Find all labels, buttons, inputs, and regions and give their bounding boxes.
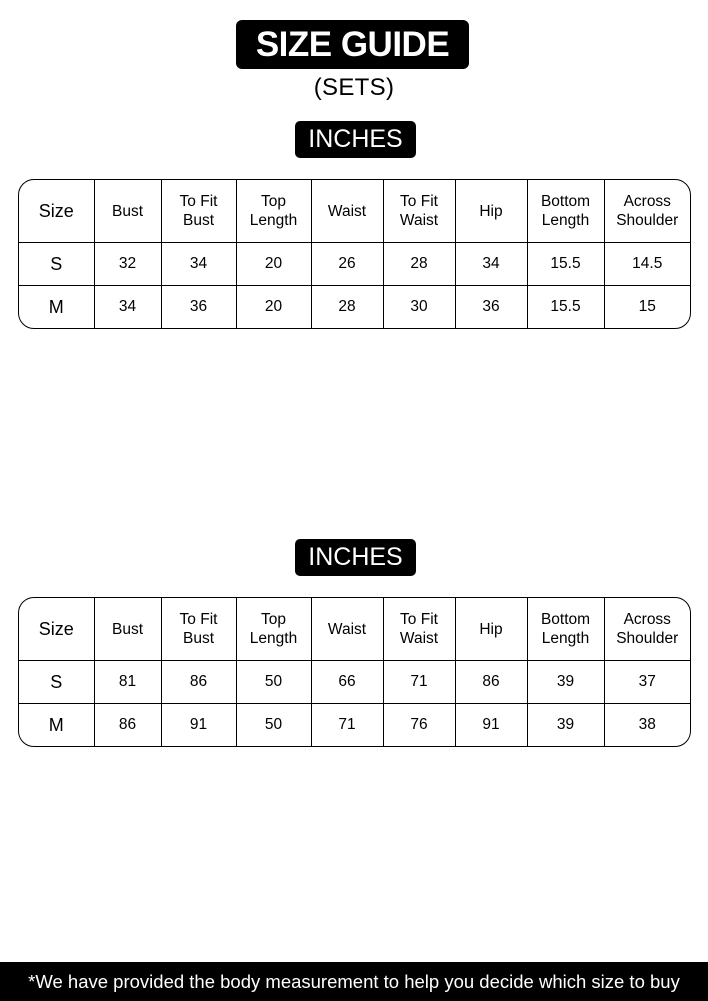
to-fit-waist-cell: 76 xyxy=(383,704,455,747)
hip-cell: 91 xyxy=(455,704,527,747)
top-length-cell: 50 xyxy=(236,661,311,704)
header-waist: Waist xyxy=(311,180,383,243)
size-cell: S xyxy=(19,243,94,286)
header-to-fit-waist: To Fit Waist xyxy=(383,598,455,661)
to-fit-bust-cell: 34 xyxy=(161,243,236,286)
bust-cell: 32 xyxy=(94,243,161,286)
header-to-fit-waist: To Fit Waist xyxy=(383,180,455,243)
header-bust: Bust xyxy=(94,598,161,661)
header-bottom-length: Bottom Length xyxy=(527,180,604,243)
to-fit-waist-cell: 71 xyxy=(383,661,455,704)
hip-cell: 86 xyxy=(455,661,527,704)
header-hip: Hip xyxy=(455,180,527,243)
size-cell: M xyxy=(19,704,94,747)
footer-note: *We have provided the body measurement to help you decide which size to buy xyxy=(0,962,708,1001)
size-table-grid xyxy=(19,180,690,328)
across-shoulder-cell: 15 xyxy=(638,298,656,315)
top-length-cell: 20 xyxy=(236,286,311,329)
header-top-length: Top Length xyxy=(236,180,311,243)
size-guide-title: SIZE GUIDE xyxy=(236,20,469,69)
bust-cell: 81 xyxy=(94,661,161,704)
bottom-length-cell: 15.5 xyxy=(527,286,604,329)
table-header-row xyxy=(19,598,690,661)
header-top-length: Top Length xyxy=(236,598,311,661)
unit-label: INCHES xyxy=(295,539,416,576)
header-bottom-length: Bottom Length xyxy=(527,598,604,661)
header-across-shoulder: Across Shoulder xyxy=(604,598,690,661)
header-across-shoulder: Across Shoulder xyxy=(604,180,690,243)
to-fit-bust-cell: 36 xyxy=(161,286,236,329)
unit-label: INCHES xyxy=(295,121,416,158)
hip-cell: 36 xyxy=(455,286,527,329)
top-length-cell: 50 xyxy=(236,704,311,747)
waist-cell: 71 xyxy=(311,704,383,747)
bottom-length-cell: 39 xyxy=(527,704,604,747)
bottom-length-cell: 39 xyxy=(527,661,604,704)
hip-cell: 34 xyxy=(455,243,527,286)
bust-cell: 34 xyxy=(94,286,161,329)
table-header-row xyxy=(19,180,690,243)
table-row xyxy=(19,286,690,329)
across-shoulder-cell: 38 xyxy=(638,716,656,733)
header-waist: Waist xyxy=(311,598,383,661)
header-hip: Hip xyxy=(455,598,527,661)
header-bust: Bust xyxy=(94,180,161,243)
header-to-fit-bust: To Fit Bust xyxy=(161,180,236,243)
bust-cell: 86 xyxy=(94,704,161,747)
size-table xyxy=(18,597,691,747)
to-fit-bust-cell: 86 xyxy=(161,661,236,704)
to-fit-waist-cell: 30 xyxy=(383,286,455,329)
table-row xyxy=(19,661,690,704)
size-cell: S xyxy=(19,661,94,704)
waist-cell: 28 xyxy=(311,286,383,329)
bottom-length-cell: 15.5 xyxy=(527,243,604,286)
waist-cell: 26 xyxy=(311,243,383,286)
top-length-cell: 20 xyxy=(236,243,311,286)
size-cell: M xyxy=(19,286,94,329)
header-size: Size xyxy=(19,598,94,661)
to-fit-bust-cell: 91 xyxy=(161,704,236,747)
to-fit-waist-cell: 28 xyxy=(383,243,455,286)
table-row xyxy=(19,243,690,286)
size-table-grid xyxy=(19,598,690,746)
sets-subtitle: (SETS) xyxy=(313,74,395,101)
table-row xyxy=(19,704,690,747)
waist-cell: 66 xyxy=(311,661,383,704)
header-size: Size xyxy=(19,180,94,243)
across-shoulder-cell: 37 xyxy=(604,661,690,704)
across-shoulder-cell: 14.5 xyxy=(604,243,690,286)
header-to-fit-bust: To Fit Bust xyxy=(161,598,236,661)
size-table xyxy=(18,179,691,329)
